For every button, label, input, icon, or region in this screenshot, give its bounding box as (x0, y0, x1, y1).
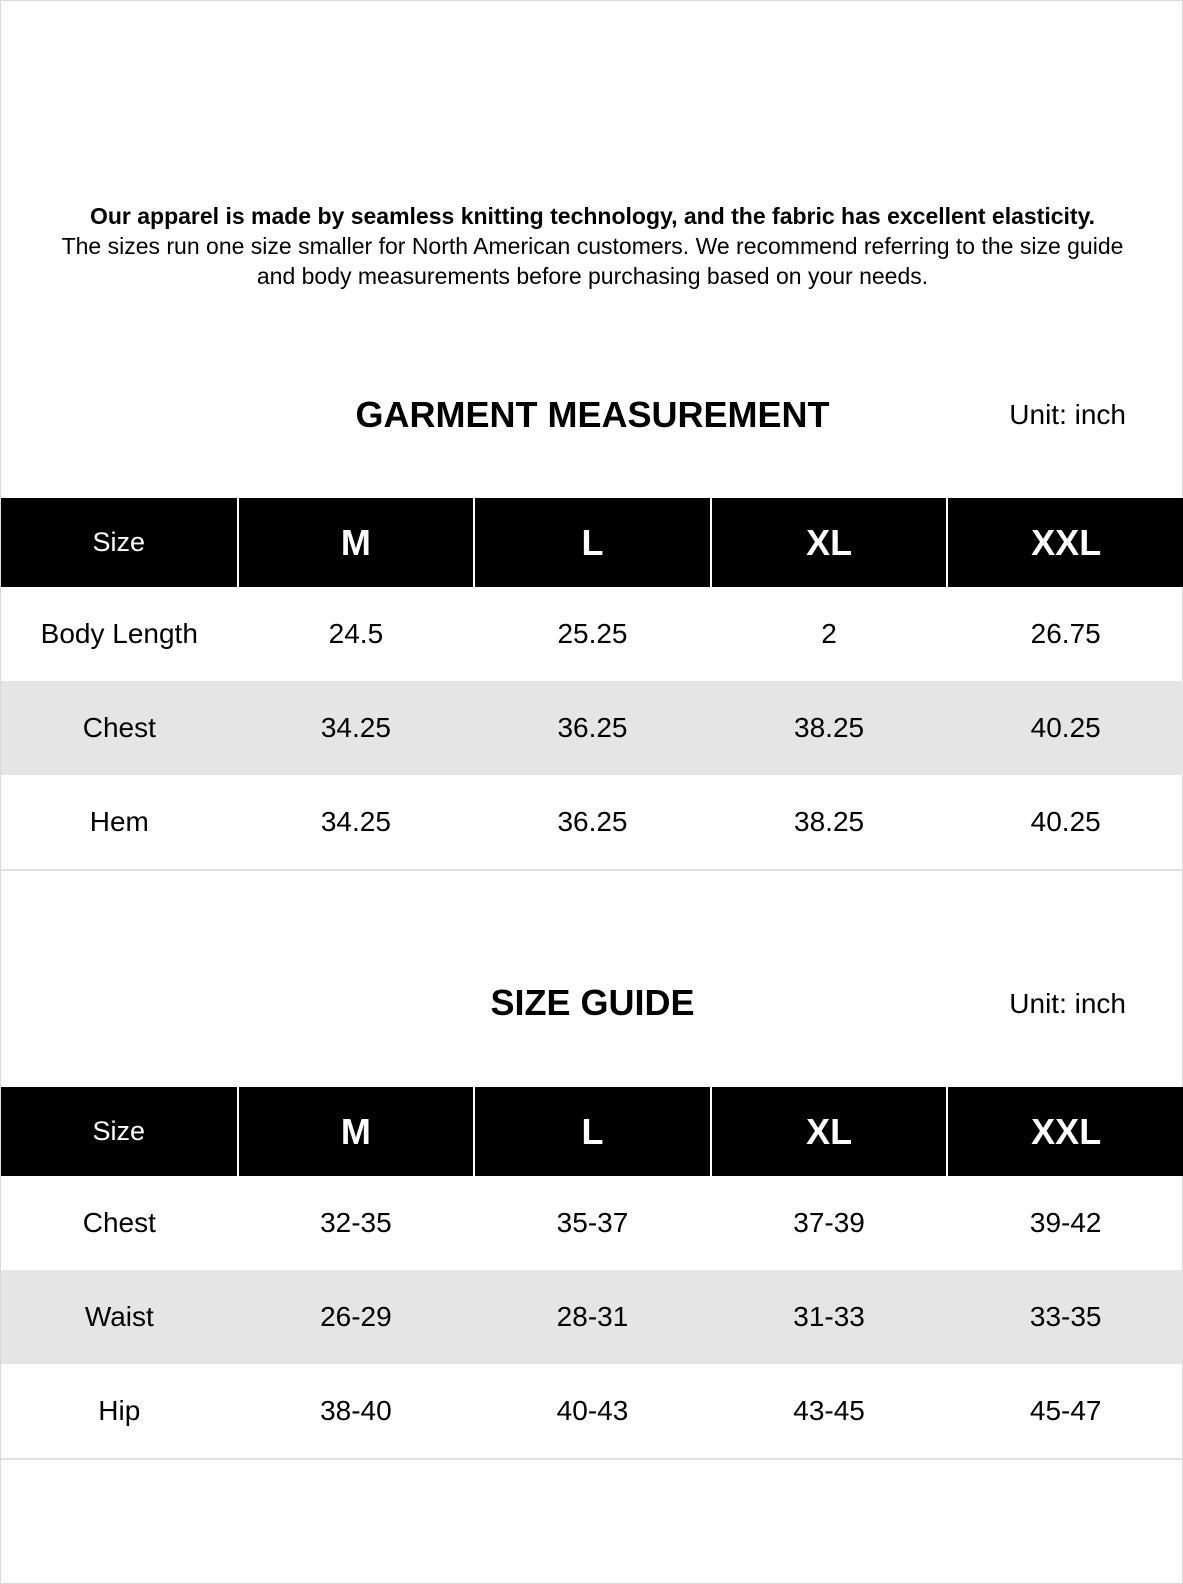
table-cell: 26.75 (1030, 618, 1101, 649)
table-cell: 40-43 (474, 1364, 711, 1459)
table-cell: 38.25 (711, 681, 948, 775)
row-label: Hip (1, 1364, 238, 1459)
header-cell-l: L (474, 498, 711, 587)
table-row (1, 587, 1183, 681)
header-cell-m: M (238, 1087, 475, 1176)
intro-bold-line: Our apparel is made by seamless knitting technology, and the fabric has excellent elasticity. (89, 203, 1096, 229)
table-cell: 38.25 (711, 775, 948, 870)
table-cell: 25.25 (557, 618, 628, 649)
table-cell: 38-40 (238, 1364, 475, 1459)
table-cell: 40.25 (947, 681, 1183, 775)
header-cell-m: M (238, 498, 475, 587)
table-cell: 43-45 (711, 1364, 948, 1459)
garment-header-row (1, 498, 1183, 587)
table-cell: 36.25 (474, 775, 711, 870)
guide-header-row (1, 1087, 1183, 1176)
table-cell: 36.25 (474, 681, 711, 775)
table-cell: 37-39 (793, 1207, 865, 1238)
row-label: Hem (1, 775, 238, 870)
table-cell: 34.25 (238, 775, 475, 870)
table-row (1, 1176, 1183, 1270)
row-label: Chest (1, 681, 238, 775)
table-cell: 39-42 (1029, 1207, 1102, 1238)
table-cell: 32-35 (320, 1207, 392, 1238)
table-cell: 34.25 (238, 681, 475, 775)
header-cell-size: Size (1, 1087, 238, 1176)
header-cell-l: L (474, 1087, 711, 1176)
garment-measurement-title: GARMENT MEASUREMENT (355, 394, 830, 435)
table-cell: 2 (821, 618, 837, 649)
size-guide-unit-label: Unit: inch (1009, 988, 1126, 1019)
table-cell: 26-29 (238, 1270, 475, 1364)
intro-normal-line: The sizes run one size smaller for North American customers. We recommend referring to the size guide and body measurements before purchasing based on your needs. (61, 233, 1124, 289)
size-guide-table (1, 1087, 1183, 1460)
row-label: Body Length (40, 618, 198, 649)
table-cell: 40.25 (947, 775, 1183, 870)
table-cell: 33-35 (947, 1270, 1183, 1364)
table-cell: 28-31 (474, 1270, 711, 1364)
table-row (1, 1270, 1183, 1364)
header-cell-xxl: XXL (947, 1087, 1183, 1176)
intro-text (41, 201, 1144, 291)
header-cell-xl: XL (711, 1087, 948, 1176)
table-row (1, 775, 1183, 870)
garment-measurement-table (1, 498, 1183, 871)
size-guide-title: SIZE GUIDE (490, 982, 695, 1023)
table-cell: 45-47 (947, 1364, 1183, 1459)
table-row (1, 1364, 1183, 1459)
garment-unit-label: Unit: inch (1009, 399, 1126, 430)
header-cell-xxl: XXL (947, 498, 1183, 587)
header-cell-xl: XL (711, 498, 948, 587)
row-label: Waist (1, 1270, 238, 1364)
table-cell: 35-37 (556, 1207, 629, 1238)
table-cell: 31-33 (711, 1270, 948, 1364)
table-cell: 24.5 (328, 618, 384, 649)
table-row (1, 681, 1183, 775)
row-label: Chest (82, 1207, 156, 1238)
header-cell-size: Size (1, 498, 238, 587)
